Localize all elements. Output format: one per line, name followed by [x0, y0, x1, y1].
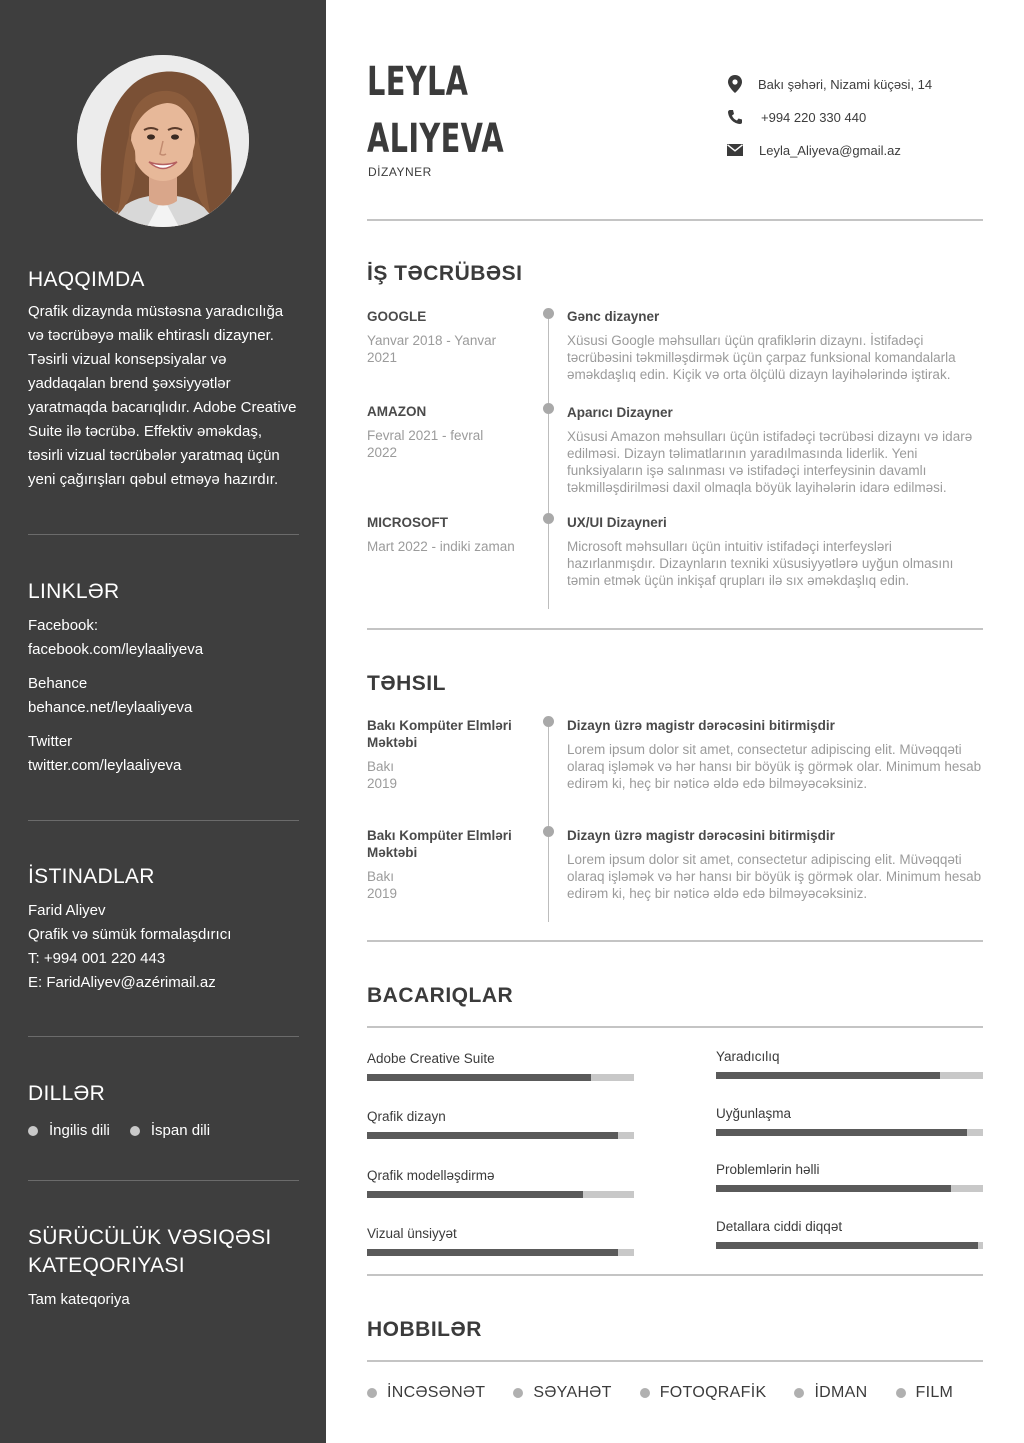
company-name: MICROSOFT	[367, 515, 448, 530]
skill-label: Yaradıcılıq	[716, 1049, 780, 1064]
degree-description: Lorem ipsum dolor sit amet, consectetur adipiscing elit. Müvəqqəti olaraq işləmək və hər hansı bir böyük iş görmək olar. Minimum hesab edirəm ki, heç bir nəticə əldə edə bilməyəcəksiniz.	[567, 742, 982, 791]
skill-bar	[716, 1129, 983, 1136]
language-label: İspan dili	[150, 1122, 211, 1139]
job-title: Gənc dizayner	[567, 309, 660, 324]
experience-meta	[367, 514, 517, 555]
address-text: Bakı şəhəri, Nizami küçəsi, 14	[758, 76, 933, 92]
skill-item	[367, 1050, 634, 1081]
job-dates: Fevral 2021 - fevral 2022	[367, 428, 484, 460]
license-heading	[28, 1224, 300, 1280]
phone-text: +994 220 330 440	[761, 109, 867, 125]
degree-title: Dizayn üzrə magistr dərəcəsini bitirmişdir	[567, 828, 835, 843]
location-pin-icon	[726, 75, 744, 93]
skill-item	[367, 1225, 634, 1256]
last-name: ALIYEVA	[367, 116, 505, 162]
link-url[interactable]: facebook.com/leylaaliyeva	[28, 641, 204, 658]
timeline-dot	[543, 403, 554, 414]
skill-bar	[367, 1132, 634, 1139]
skill-bar	[716, 1242, 983, 1249]
timeline-dot	[543, 826, 554, 837]
education-detail	[567, 827, 983, 902]
job-description: Xüsusi Amazon məhsulları üçün istifadəçi təcrübəsi dizaynı və idarə edilməsi. Dizayn təlimatlarının yaradılmasında liderlik. Yeni funksiyaların işə salınması və istifadəçi interfeysinin davamlı təkmilləşdirilməsi daxil olmaqla böyük layihələrin idarə edilməsi.	[567, 429, 973, 495]
link-behance[interactable]	[28, 672, 300, 720]
education-meta	[367, 827, 517, 902]
mail-icon	[726, 141, 744, 159]
skill-bar-fill	[367, 1191, 583, 1198]
about-heading: HAQQIMDA	[28, 268, 145, 291]
hobbies-heading: HOBBILƏR	[367, 1318, 482, 1341]
bullet-icon	[130, 1126, 140, 1136]
school-name: Bakı Kompüter Elmləri Məktəbi	[367, 718, 512, 750]
skill-bar	[367, 1191, 634, 1198]
section-divider	[367, 1026, 983, 1028]
language-item	[28, 1122, 110, 1139]
experience-detail	[567, 514, 983, 589]
hobby-label: FILM	[915, 1384, 954, 1401]
references-section	[28, 863, 300, 995]
hobby-item	[896, 1384, 954, 1402]
skill-label: Detallara ciddi diqqət	[716, 1219, 843, 1234]
skill-item	[367, 1167, 634, 1198]
link-facebook[interactable]	[28, 614, 300, 662]
section-divider	[367, 1360, 983, 1362]
job-dates: Mart 2022 - indiki zaman	[367, 539, 515, 554]
email-text[interactable]: Leyla_Aliyeva@gmail.az	[759, 142, 901, 158]
skill-label: Vizual ünsiyyət	[367, 1226, 457, 1241]
sidebar	[0, 0, 326, 1443]
skill-item	[716, 1105, 983, 1136]
experience-detail	[567, 308, 983, 383]
school-year: 2019	[367, 886, 398, 901]
education-meta	[367, 717, 512, 792]
sidebar-divider	[28, 534, 299, 535]
skills-heading: BACARIQLAR	[367, 984, 514, 1007]
job-dates: Yanvar 2018 - Yanvar 2021	[367, 333, 497, 365]
skill-bar-fill	[367, 1074, 591, 1081]
contact-phone	[726, 107, 932, 127]
hobby-list	[367, 1384, 981, 1402]
experience-heading: İŞ TƏCRÜBƏSI	[367, 262, 523, 285]
link-label: Behance	[28, 675, 88, 692]
job-description: Microsoft məhsulları üçün intuitiv istifadəçi interfeysləri hazırlanmışdır. Dizaynların texniki xüsusiyyətlərə uyğun olmasını təmin etmək üçün inkişaf qrupları ilə sıx əməkdaşlıq edin.	[567, 539, 954, 588]
skill-label: Uyğunlaşma	[716, 1106, 792, 1121]
company-name: AMAZON	[367, 404, 427, 419]
skill-item	[716, 1161, 983, 1192]
about-text: Qrafik dizaynda müstəsna yaradıcılığa və təcrübəyə malik ehtiraslı dizayner. Təsirli vizual konsepsiyalar və yaddaqalan brend şəxsiyyətlər yaratmaqda bacarıqlıdır. Adobe Creative Suite ilə təcrübə. Effektiv əməkdaş, təsirli vizual təcrübələr yaratmaq üçün yeni çağırışları qəbul etməyə hazırdır.	[28, 303, 297, 488]
bullet-icon	[794, 1388, 804, 1398]
hobby-label: İNCƏSƏNƏT	[387, 1384, 486, 1401]
profile-photo	[77, 55, 249, 227]
section-divider	[367, 1274, 983, 1276]
skill-bar-fill	[716, 1129, 967, 1136]
bullet-icon	[28, 1126, 38, 1136]
school-year: 2019	[367, 776, 398, 791]
skill-item	[716, 1048, 983, 1079]
language-item	[130, 1122, 210, 1139]
skill-label: Adobe Creative Suite	[367, 1051, 495, 1066]
job-role: DİZAYNER	[368, 165, 432, 179]
section-divider	[367, 628, 983, 630]
bullet-icon	[896, 1388, 906, 1398]
timeline-dot	[543, 513, 554, 524]
school-city: Bakı	[367, 869, 395, 884]
skill-bar-fill	[716, 1072, 940, 1079]
skill-bar	[716, 1072, 983, 1079]
references-heading: İSTINADLAR	[28, 865, 155, 888]
bullet-icon	[367, 1388, 377, 1398]
links-heading: LINKLƏR	[28, 580, 120, 603]
school-city: Bakı	[367, 759, 395, 774]
skill-label: Qrafik modelləşdirmə	[367, 1168, 495, 1183]
job-title: UX/UI Dizayneri	[567, 515, 667, 530]
link-url[interactable]: behance.net/leylaaliyeva	[28, 699, 193, 716]
license-section	[28, 1224, 300, 1312]
timeline-dot	[543, 716, 554, 727]
education-detail	[567, 717, 983, 792]
skill-item	[367, 1108, 634, 1139]
header-divider	[367, 219, 983, 221]
skill-item	[716, 1218, 983, 1249]
hobby-item	[640, 1384, 767, 1402]
languages-section	[28, 1080, 300, 1139]
links-section	[28, 578, 300, 778]
skill-bar-fill	[716, 1185, 951, 1192]
language-label: İngilis dili	[49, 1122, 110, 1139]
degree-description: Lorem ipsum dolor sit amet, consectetur adipiscing elit. Müvəqqəti olaraq işləmək və hər hansı bir böyük iş görmək olar. Minimum hesab edirəm ki, heç bir nəticə əldə edə bilməyəcəksiniz.	[567, 852, 982, 901]
school-name: Bakı Kompüter Elmləri Məktəbi	[367, 828, 512, 860]
sidebar-divider	[28, 820, 299, 821]
sidebar-divider	[28, 1180, 299, 1181]
hobby-item	[794, 1384, 867, 1402]
skill-label: Problemlərin həlli	[716, 1162, 820, 1177]
languages-heading: DILLƏR	[28, 1082, 106, 1105]
full-name	[367, 56, 504, 165]
license-heading-line1: SÜRÜCÜLÜK VƏSIQƏSI	[28, 1226, 272, 1249]
degree-title: Dizayn üzrə magistr dərəcəsini bitirmişdir	[567, 718, 835, 733]
hobby-label: FOTOQRAFİK	[659, 1384, 767, 1401]
contact-list	[726, 74, 932, 173]
hobby-label: SƏYAHƏT	[533, 1384, 612, 1401]
experience-timeline	[548, 313, 549, 609]
about-section	[28, 266, 300, 492]
first-name: LEYLA	[367, 59, 469, 105]
license-heading-line2: KATEQORIYASI	[28, 1254, 185, 1277]
sidebar-divider	[28, 1036, 299, 1037]
link-label: Twitter	[28, 733, 73, 750]
education-timeline	[548, 722, 549, 922]
contact-address	[726, 74, 932, 94]
company-name: GOOGLE	[367, 309, 427, 324]
skill-label: Qrafik dizayn	[367, 1109, 446, 1124]
contact-email[interactable]	[726, 140, 932, 160]
job-description: Xüsusi Google məhsulları üçün qrafiklərin dizaynı. İstifadəçi təcrübəsini təkmilləşdirmək üçün çarpaz funksional komandalarla əməkdaşlıq edin. Kiçik və orta ölçülü dizayn layihələrində iştirak.	[567, 333, 956, 382]
link-url[interactable]: twitter.com/leylaaliyeva	[28, 757, 182, 774]
skill-bar	[716, 1185, 983, 1192]
experience-detail	[567, 404, 983, 496]
education-heading: TƏHSIL	[367, 672, 446, 695]
reference-phone: T: +994 001 220 443	[28, 950, 166, 967]
skill-bar-fill	[716, 1242, 978, 1249]
skill-bar	[367, 1074, 634, 1081]
section-divider	[367, 940, 983, 942]
timeline-dot	[543, 308, 554, 319]
bullet-icon	[640, 1388, 650, 1398]
skill-bar-fill	[367, 1249, 618, 1256]
bullet-icon	[513, 1388, 523, 1398]
license-value: Tam kateqoriya	[28, 1291, 130, 1308]
reference-position: Qrafik və sümük formalaşdırıcı	[28, 926, 232, 943]
job-title: Aparıcı Dizayner	[567, 405, 673, 420]
link-twitter[interactable]	[28, 730, 300, 778]
hobby-item	[367, 1384, 485, 1402]
reference-name: Farid Aliyev	[28, 902, 106, 919]
phone-icon	[726, 108, 744, 126]
skill-bar	[367, 1249, 634, 1256]
skill-bar-fill	[367, 1132, 618, 1139]
hobby-item	[513, 1384, 611, 1402]
link-label: Facebook:	[28, 617, 99, 634]
experience-meta	[367, 403, 517, 461]
reference-email: E: FaridAliyev@azérimail.az	[28, 974, 216, 991]
hobby-label: İDMAN	[814, 1384, 868, 1401]
experience-meta	[367, 308, 517, 366]
